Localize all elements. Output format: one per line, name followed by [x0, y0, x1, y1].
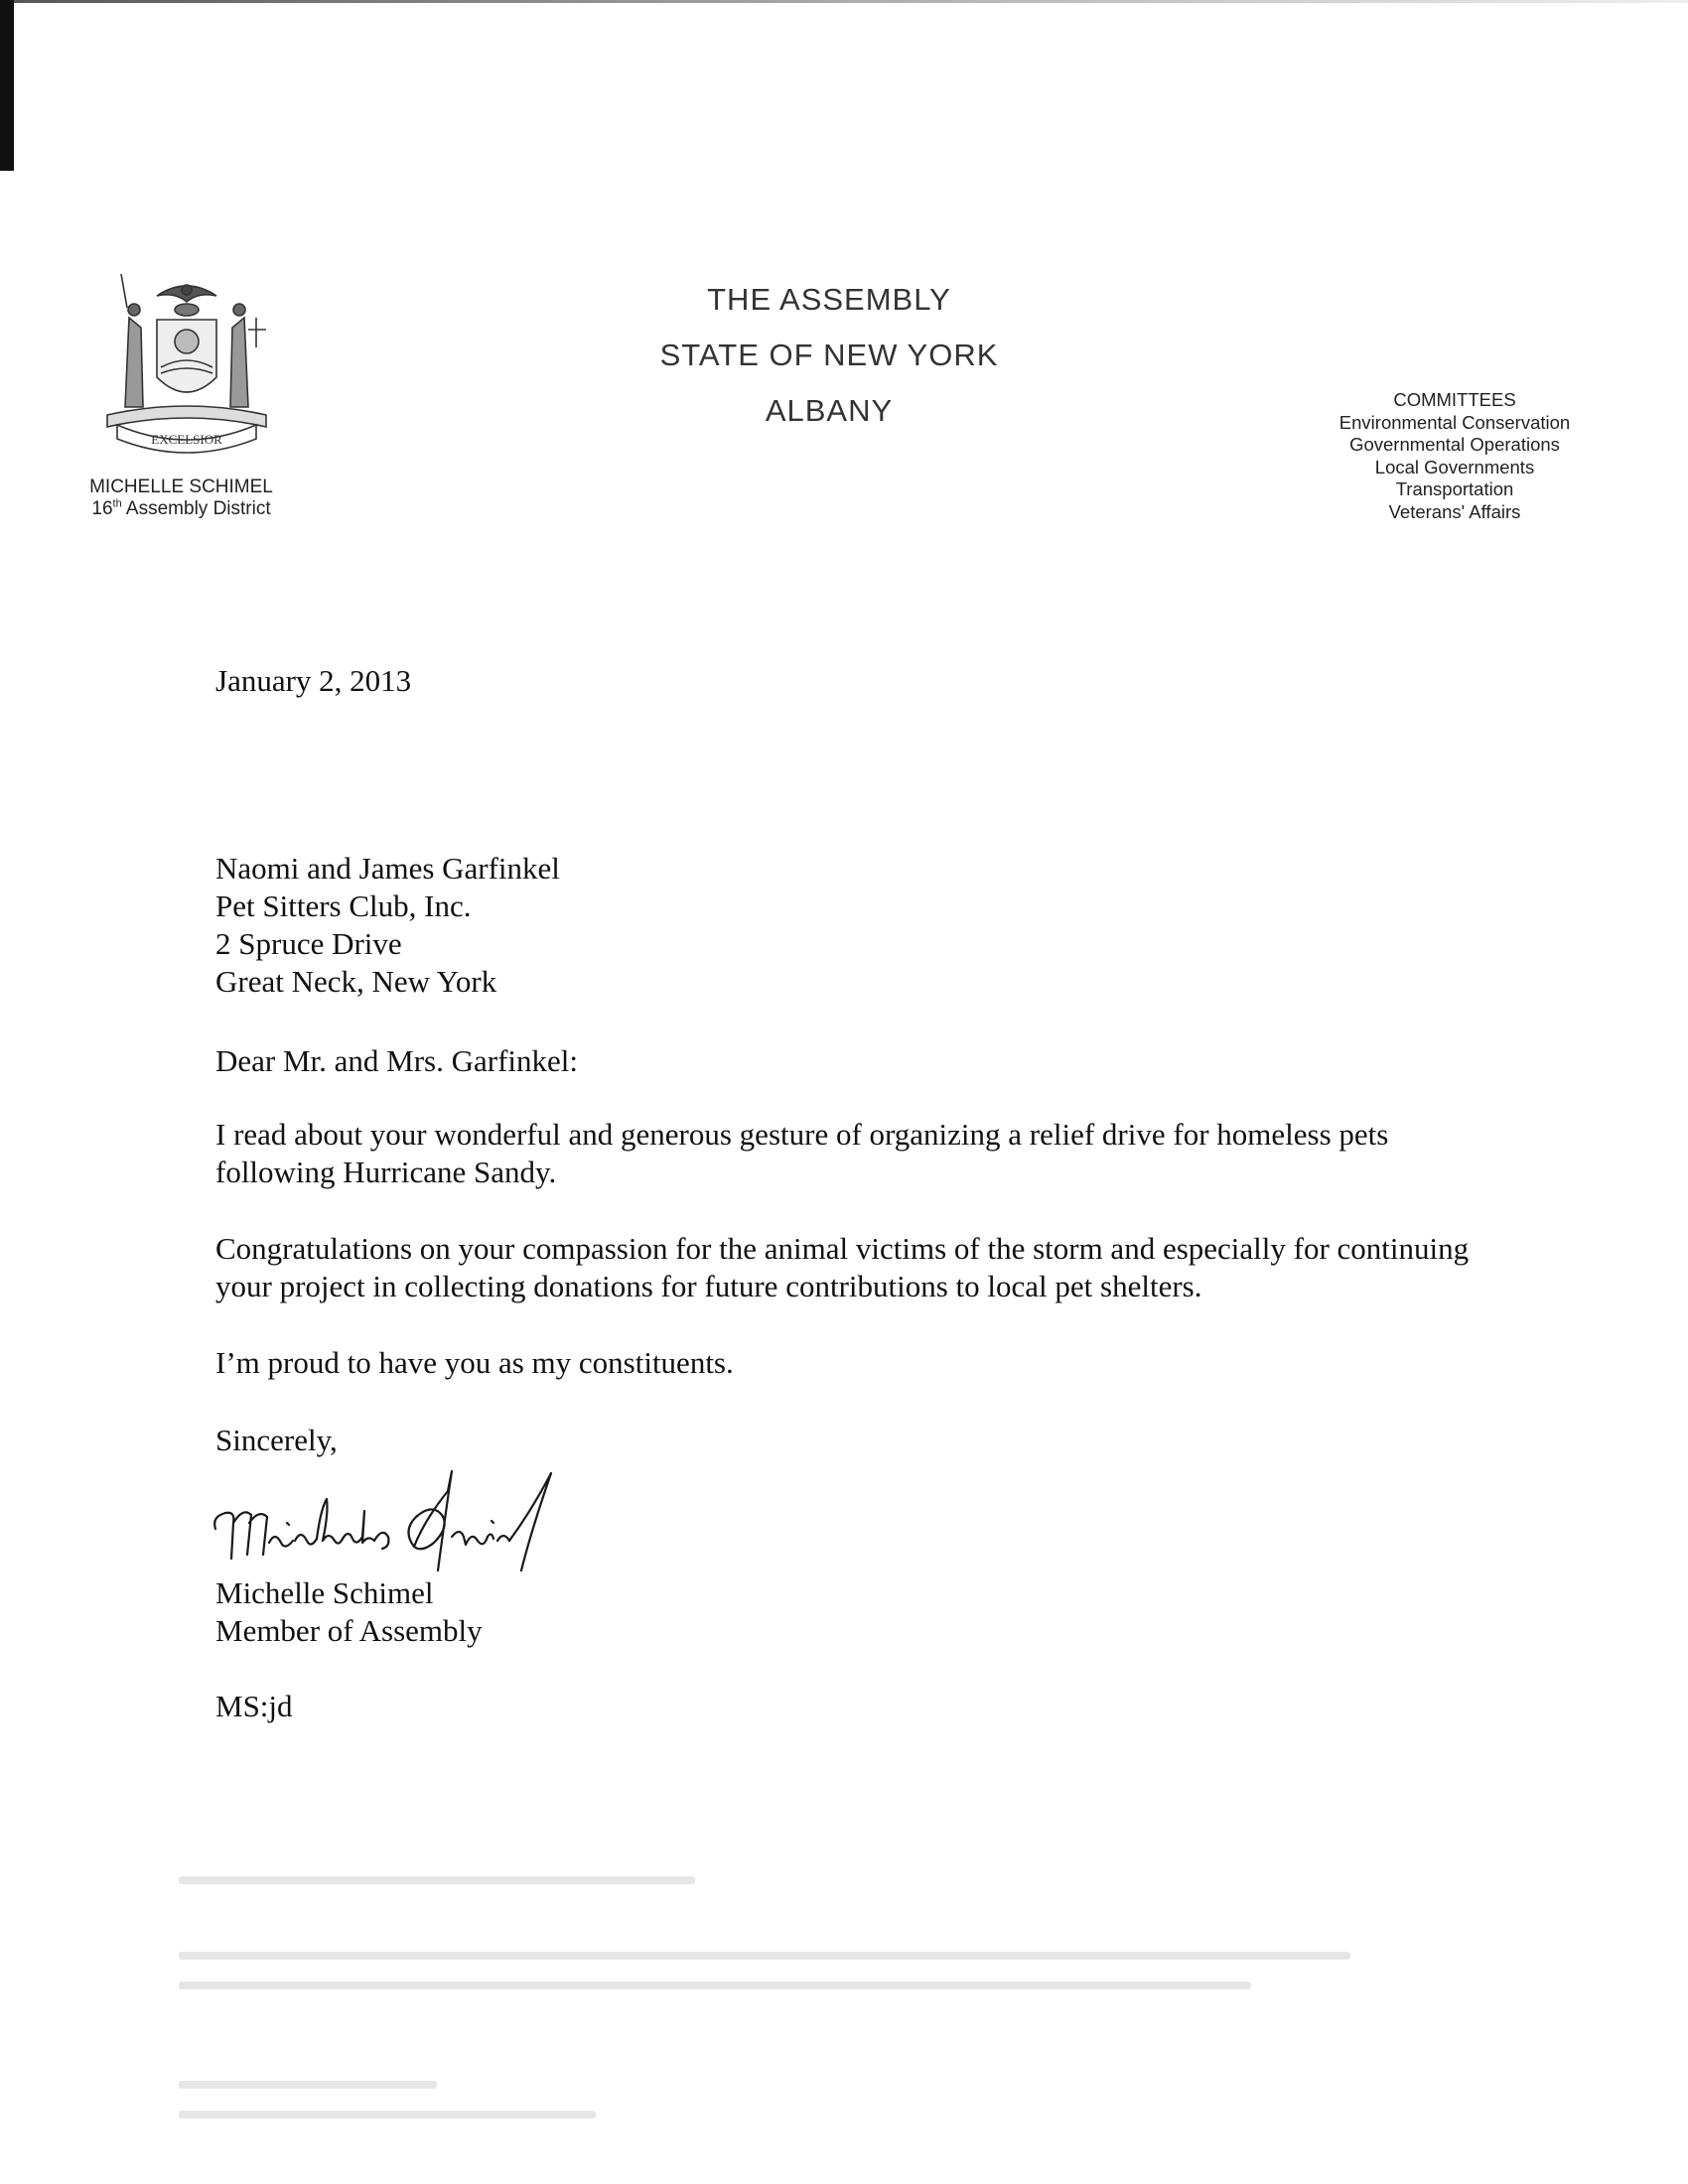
- recipient-line: Naomi and James Garfinkel: [215, 851, 560, 886]
- recipient-line: 2 Spruce Drive: [215, 926, 402, 961]
- committee-item: Local Governments: [1374, 456, 1535, 478]
- assembly-line-1: THE ASSEMBLY: [707, 282, 951, 317]
- body-paragraph: I read about your wonderful and generous gesture of organizing a relief drive for homeless pets following Hurricane Sandy.: [215, 1117, 1389, 1189]
- assembly-line-3: ALBANY: [765, 393, 894, 428]
- district-suffix: th: [112, 497, 122, 510]
- recipient-address: [215, 850, 1506, 1001]
- recipient-line: Pet Sitters Club, Inc.: [215, 888, 472, 923]
- signer-title: Member of Assembly: [215, 1613, 483, 1648]
- committees-list: [1276, 389, 1633, 523]
- assembly-line-2: STATE OF NEW YORK: [659, 338, 999, 372]
- district-label: Assembly District: [121, 498, 271, 519]
- member-block: [60, 477, 303, 520]
- letter-date: January 2, 2013: [215, 663, 412, 698]
- scan-show-through: [179, 1866, 1470, 2124]
- typist-initials: MS:jd: [215, 1689, 293, 1723]
- signer-name: Michelle Schimel: [215, 1575, 434, 1610]
- recipient-line: Great Neck, New York: [215, 964, 497, 999]
- scan-edge-top: [0, 0, 1688, 3]
- member-district: [60, 498, 303, 520]
- signature-block: [215, 1574, 1506, 1650]
- scan-edge-left: [0, 0, 14, 171]
- member-name: MICHELLE SCHIMEL: [89, 477, 273, 497]
- committees-heading: COMMITTEES: [1393, 389, 1516, 410]
- committee-item: Veterans' Affairs: [1388, 500, 1521, 522]
- body-paragraph: Congratulations on your compassion for the animal victims of the storm and especially for continuing your project in collecting donations for future contributions to local pet shelters.: [215, 1231, 1470, 1303]
- assembly-heading: [556, 278, 1102, 445]
- seal-motto: EXCELSIOR: [151, 432, 222, 447]
- committee-item: Transportation: [1395, 478, 1514, 499]
- district-number: 16: [91, 498, 113, 519]
- new-york-state-seal-icon: [87, 268, 286, 457]
- handwritten-signature: [204, 1451, 621, 1590]
- salutation: Dear Mr. and Mrs. Garfinkel:: [215, 1043, 579, 1078]
- committee-item: Governmental Operations: [1349, 434, 1560, 455]
- committee-item: Environmental Conservation: [1338, 411, 1571, 433]
- closing: Sincerely,: [215, 1423, 338, 1457]
- body-paragraph: I’m proud to have you as my constituents.: [215, 1345, 734, 1380]
